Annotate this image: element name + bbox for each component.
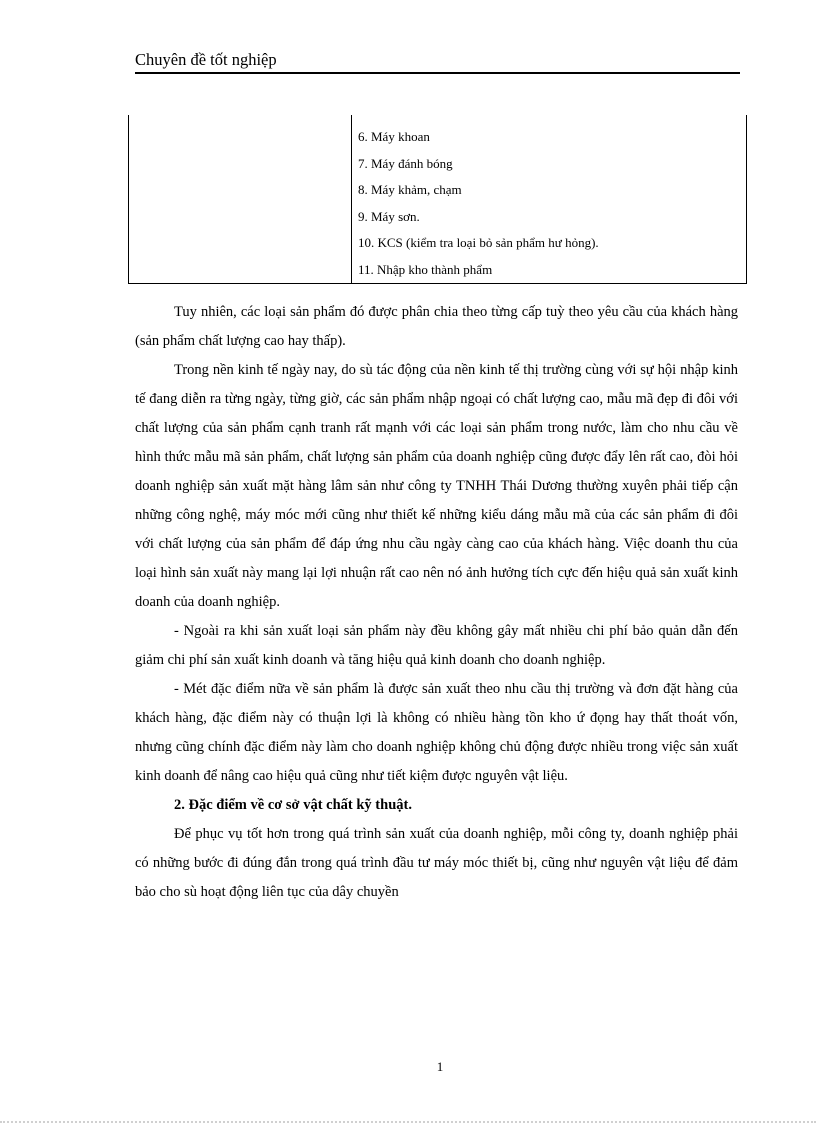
table-row (129, 115, 747, 284)
step-list (352, 115, 746, 283)
header-title: Chuyên đề tốt nghiệp (135, 50, 277, 69)
table-cell-steps (352, 115, 747, 284)
list-item: 11. Nhập kho thành phẩm (358, 261, 493, 277)
list-item: 8. Máy khảm, chạm (358, 182, 462, 197)
list-item: 7. Máy đánh bóng (358, 155, 453, 171)
section-heading: 2. Đặc điểm về cơ sở vật chất kỹ thuật. (174, 797, 412, 813)
body-text (135, 298, 738, 907)
paragraph: - Ngoài ra khi sản xuất loại sản phẩm này đều không gây mất nhiều chi phí bảo quản dẫn đến giảm chi phí sản xuất kinh doanh và tăng hiệu quả kinh doanh cho doanh nghiệp. (135, 623, 738, 668)
list-item: 6. Máy khoan (358, 129, 430, 144)
paragraph: Trong nền kinh tế ngày nay, do sù tác động của nền kinh tế thị trường cùng với sự hội nhập kinh tế đang diễn ra từng ngày, từng giờ, các sản phẩm nhập ngoại có chất lượng cao, mẫu mã đẹp đi đôi với chất lượng của sản phẩm cạnh tranh rất mạnh với các loại sản phẩm trong nước, làm cho nhu cầu về hình thức mẫu mã sản phẩm, chất lượng sản phẩm của doanh nghiệp cũng được đẩy lên rất cao, đòi hỏi doanh nghiệp sản xuất mặt hàng lâm sản như công ty TNHH Thái Dương thường xuyên phải tiếp cận những công nghệ, máy móc mới cũng như thiết kế những kiểu dáng mẫu mã của các sản phẩm đi đôi với chất lượng của sản phẩm để đáp ứng nhu cầu ngày càng cao của khách hàng. Việc doanh thu của loại hình sản xuất này mang lại lợi nhuận rất cao nên nó ảnh hưởng tích cực đến hiệu quả sản xuất kinh doanh của doanh nghiệp. (135, 362, 738, 610)
page-number: 1 (436, 1059, 444, 1074)
production-steps-table (128, 115, 747, 284)
paragraph: - Mét đặc điểm nữa về sản phẩm là được sản xuất theo nhu cầu thị trường và đơn đặt hàng của khách hàng, đặc điểm này có thuận lợi là không có nhiều hàng tồn kho ứ đọng hay thất thoát vốn, nhưng cũng chính đặc điểm này làm cho doanh nghiệp không chủ động được nhiều trong việc sản xuất kinh doanh để nâng cao hiệu quả cũng như tiết kiệm được nguyên vật liệu. (135, 681, 738, 784)
list-item: 9. Máy sơn. (358, 208, 420, 224)
table-cell-empty (129, 115, 352, 284)
paragraph: Để phục vụ tốt hơn trong quá trình sản xuất của doanh nghiệp, mỗi công ty, doanh nghiệp phải có những bước đi đúng đắn trong quá trình đầu tư máy móc thiết bị, cũng như nguyên vật liệu để đảm bảo cho sù hoạt động liên tục của dây chuyền (135, 826, 738, 900)
list-item: 10. KCS (kiểm tra loại bỏ sản phẩm hư hỏng). (358, 235, 599, 250)
paragraph: Tuy nhiên, các loại sản phẩm đó được phân chia theo từng cấp tuỳ theo yêu cầu của khách hàng (sản phẩm chất lượng cao hay thấp). (135, 304, 738, 349)
page-header (135, 50, 740, 74)
